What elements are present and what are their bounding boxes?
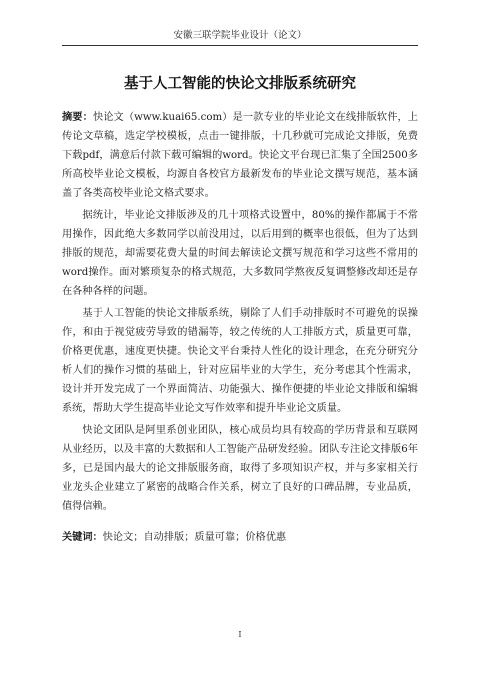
keywords-label: 关键词： bbox=[62, 532, 103, 543]
body-paragraph-2: 基于人工智能的快论文排版系统，剔除了人们手动排版时不可避免的误操作，和由于视觉疲劳导致的错漏等，较之传统的人工排版方式，质量更可靠，价格更优惠，速度更快捷。快论文平台秉持人性化的设计理念，在充分研究分析人们的操作习惯的基础上，针对应届毕业的大学生，充分考虑其个性需求，设计并开发完成了一个界面简洁、功能强大、操作便捷的毕业论文排版和编辑系统，帮助大学生提高毕业论文写作效率和提升毕业论文质量。 bbox=[62, 308, 418, 414]
keywords-line bbox=[62, 528, 418, 547]
header-rule bbox=[62, 45, 418, 46]
document-body bbox=[62, 108, 418, 547]
body-paragraph-3: 快论文团队是阿里系创业团队，核心成员均具有较高的学历背景和互联网从业经历，以及丰富的大数据和人工智能产品研发经验。团队专注论文排版6年多，已是国内最大的论文排版服务商，取得了多项知识产权，并与多家相关行业龙头企业建立了紧密的战略合作关系，树立了良好的口碑品牌，专业品质，值得信赖。 bbox=[62, 425, 418, 512]
body-paragraph-1: 据统计，毕业论文排版涉及的几十项格式设置中，80%的操作都属于不常用操作，因此绝大多数同学以前没用过，以后用到的概率也很低，但为了达到排版的规范，却需要花费大量的时间去解读论文撰写规范和学习这些不常用的word操作。面对繁琐复杂的格式规范，大多数同学熬夜反复调整修改却还是存在各种各样的问题。 bbox=[62, 210, 418, 297]
page-number: I bbox=[238, 630, 242, 639]
running-header: 安徽三联学院毕业设计（论文） bbox=[173, 30, 307, 41]
keywords-text: 快论文；自动排版；质量可靠；价格优惠 bbox=[102, 532, 287, 543]
abstract-label: 摘要： bbox=[62, 112, 93, 123]
abstract-text: 快论文（www.kuai65.com）是一款专业的毕业论文在线排版软件，上传论文草稿，选定学校模板，点击一键排版，十几秒就可完成论文排版，免费下载pdf，满意后付款下载可编辑的word。快论文平台现已汇集了全国2500多所高校毕业论文模板，均源自各校官方最新发布的毕业论文撰写规范，基本涵盖了各类高校毕业论文格式要求。 bbox=[62, 112, 419, 199]
page-title: 基于人工智能的快论文排版系统研究 bbox=[124, 76, 356, 92]
abstract-paragraph bbox=[62, 108, 418, 203]
